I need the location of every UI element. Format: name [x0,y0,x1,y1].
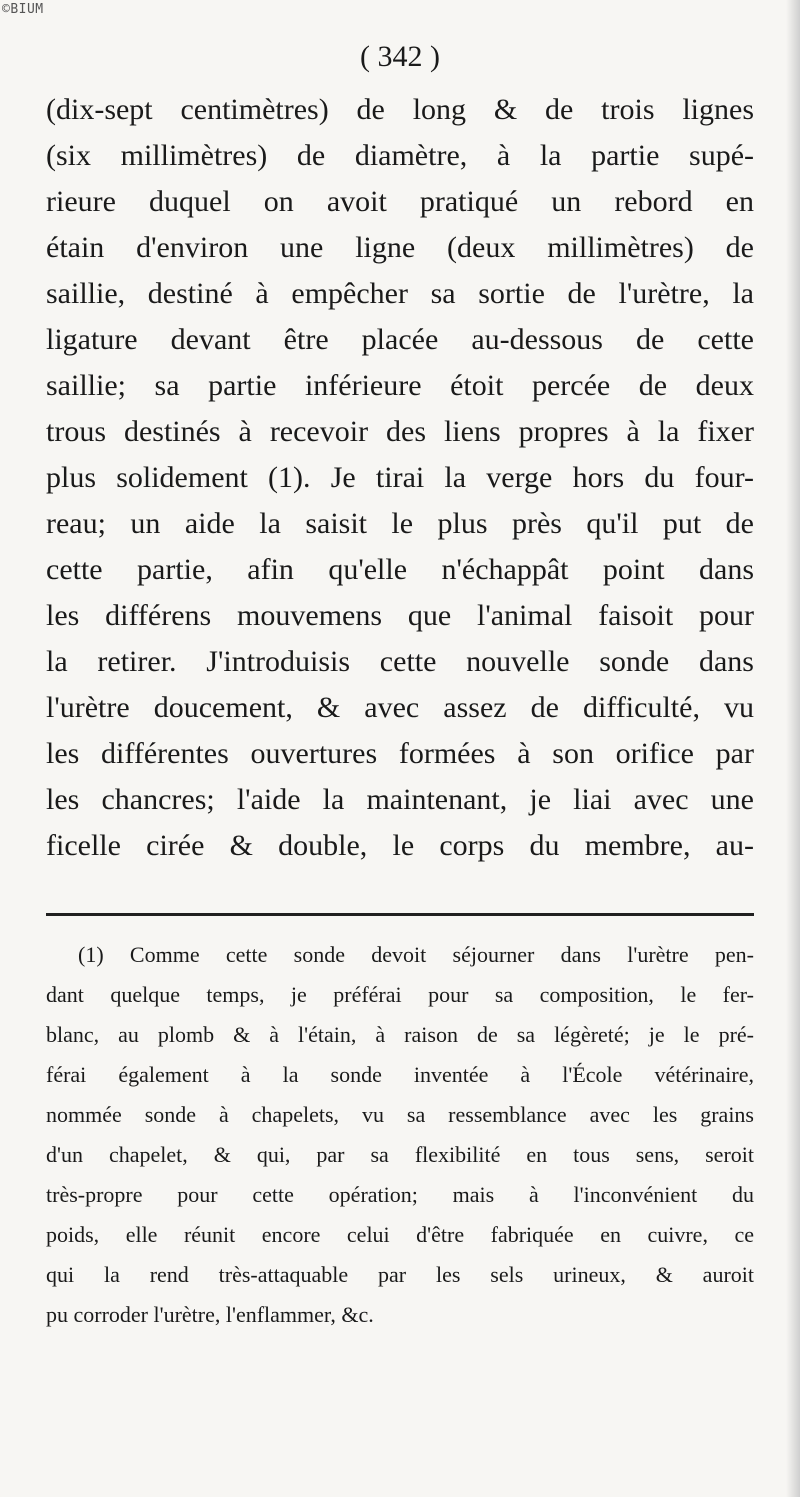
page-number: ( 342 ) [360,40,440,73]
footnote-line: dant quelque temps, je préférai pour sa composition, le fer- [46,982,754,1007]
footnote-line: qui la rend très-attaquable par les sels urineux, & auroit [46,1262,754,1287]
footnote-separator-rule [46,913,754,916]
watermark: ©BIUM [2,2,44,17]
body-line: l'urètre doucement, & avec assez de difficulté, vu [46,691,754,724]
body-line: (dix-sept centimètres) de long & de trois lignes [46,93,754,126]
footnote-line: (1) Comme cette sonde devoit séjourner dans l'urètre pen- [78,942,754,967]
footnote-line: pu corroder l'urètre, l'enflammer, &c. [46,1302,374,1327]
page-edge-shadow [786,0,800,1497]
body-line: cette partie, afin qu'elle n'échappât point dans [46,553,754,586]
body-line: (six millimètres) de diamètre, à la partie supé- [46,139,754,172]
body-line: plus solidement (1). Je tirai la verge hors du four- [46,461,754,494]
body-line: reau; un aide la saisit le plus près qu'il put de [46,507,754,540]
body-line: saillie; sa partie inférieure étoit percée de deux [46,369,754,402]
body-line: trous destinés à recevoir des liens propres à la fixer [46,415,754,448]
body-line: la retirer. J'introduisis cette nouvelle sonde dans [46,645,754,678]
body-line: ligature devant être placée au-dessous de cette [46,323,754,356]
footnote-line: très-propre pour cette opération; mais à l'inconvénient du [46,1182,754,1207]
footnote-line: poids, elle réunit encore celui d'être fabriquée en cuivre, ce [46,1222,754,1247]
body-line: étain d'environ une ligne (deux millimètres) de [46,231,754,264]
footnote-line: nommée sonde à chapelets, vu sa ressemblance avec les grains [46,1102,754,1127]
footnote-line: d'un chapelet, & qui, par sa flexibilité en tous sens, seroit [46,1142,754,1167]
body-line: rieure duquel on avoit pratiqué un rebord en [46,185,754,218]
footnote-line: férai également à la sonde inventée à l'École vétérinaire, [46,1062,754,1087]
body-line: les différens mouvemens que l'animal faisoit pour [46,599,754,632]
body-line: les chancres; l'aide la maintenant, je liai avec une [46,783,754,816]
footnote-line: blanc, au plomb & à l'étain, à raison de sa légèreté; je le pré- [46,1022,754,1047]
body-line: ficelle cirée & double, le corps du membre, au- [46,829,754,862]
body-line: les différentes ouvertures formées à son orifice par [46,737,754,770]
body-line: saillie, destiné à empêcher sa sortie de l'urètre, la [46,277,754,310]
